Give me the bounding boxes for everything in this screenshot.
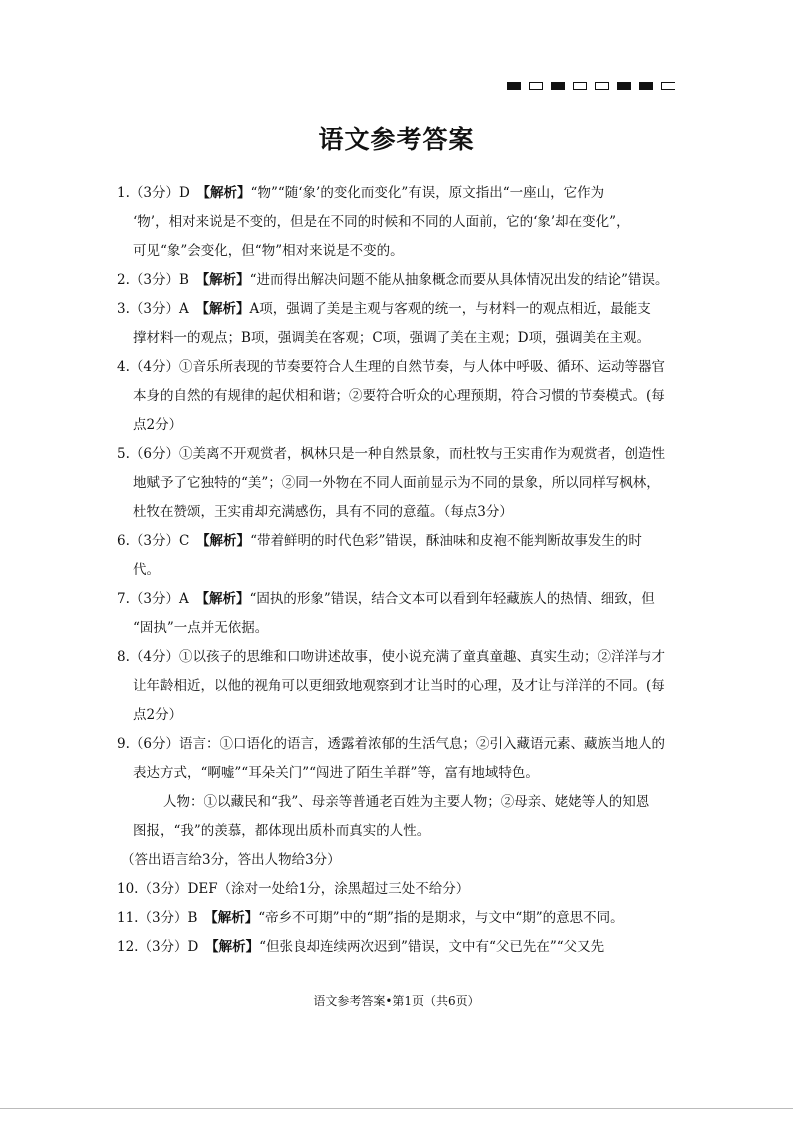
answer-8: 8.（4分）①以孩子的思维和口吻讲述故事，使小说充满了童真童趣、真实生动；②洋洋与才 让年龄相近，以他的视角可以更细致地观察到才让当时的心理，及才让与洋洋的不同。(每 点2分） [117, 649, 665, 723]
marker-square [617, 82, 631, 90]
answer-5: 5.（6分）①美离不开观赏者，枫林只是一种自然景象，而杜牧与王实甫作为观赏者，创造性 地赋予了它独特的“美”；②同一外物在不同人面前显示为不同的景象，所以同样写枫林， 杜牧在赞颂，王实甫却充满感伤，具有不同的意蕴。（每点3分） [117, 446, 665, 520]
answer-11: 11.（3分）B 【解析】“帝乡不可期”中的“期”指的是期求，与文中“期”的意思不同。 [117, 910, 624, 926]
answer-list [117, 179, 687, 962]
answer-9: 9.（6分）语言：①口语化的语言，透露着浓郁的生活气息；②引入藏语元素、藏族当地人的 表达方式，“啊嘘”“耳朵关门”“闯进了陌生羊群”等，富有地域特色。 人物：①以藏民和“我”、母亲等普通老百姓为主要人物；②母亲、姥姥等人的知恩 图报，“我”的羡慕，都体现出质朴而真实的人性。 （答出语言给3分，答出人物给3分） [117, 736, 665, 868]
answer-10: 10.（3分）DEF（涂对一处给1分，涂黑超过三处不给分） [117, 881, 470, 897]
marker-square [551, 82, 565, 90]
answer-12: 12.（3分）D 【解析】“但张良却连续两次迟到”错误，文中有“父已先在”“父又先 [117, 939, 605, 955]
marker-square [661, 82, 675, 90]
answer-4: 4.（4分）①音乐所表现的节奏要符合人生理的自然节奏，与人体中呼吸、循环、运动等器官 本身的自然的有规律的起伏相和谐；②要符合听众的心理预期，符合习惯的节奏模式。(每 点2分） [117, 359, 665, 433]
page-title: 语文参考答案 [318, 125, 475, 154]
header-square-markers [507, 82, 675, 90]
marker-square [529, 82, 543, 90]
marker-square [595, 82, 609, 90]
bottom-divider [0, 1108, 793, 1109]
answer-2: 2.（3分）B 【解析】“进而得出解决问题不能从抽象概念而要从具体情况出发的结论”错误。 [117, 272, 669, 288]
marker-square [573, 82, 587, 90]
answer-3: 3.（3分）A 【解析】A项，强调了美是主观与客观的统一，与材料一的观点相近，最能支 撑材料一的观点；B项，强调美在客观；C项，强调了美在主观；D项，强调美在主观。 [117, 301, 651, 346]
answer-6: 6.（3分）C 【解析】“带着鲜明的时代色彩”错误，酥油味和皮袍不能判断故事发生的时 代。 [117, 533, 642, 578]
marker-square [639, 82, 653, 90]
marker-square [507, 82, 521, 90]
answer-7: 7.（3分）A 【解析】“固执的形象”错误，结合文本可以看到年轻藏族人的热情、细致，但 “固执”一点并无依据。 [117, 591, 655, 636]
page-footer: 语文参考答案•第1页（共6页） [313, 994, 480, 1008]
answer-1: 1.（3分）D 【解析】“物”“随‘象’的变化而变化”有误，原文指出“一座山，它作为 ‘物’，相对来说是不变的，但是在不同的时候和不同的人面前，它的‘象’却在变化”， 可见“象”会变化，但“物”相对来说是不变的。 [117, 185, 630, 259]
